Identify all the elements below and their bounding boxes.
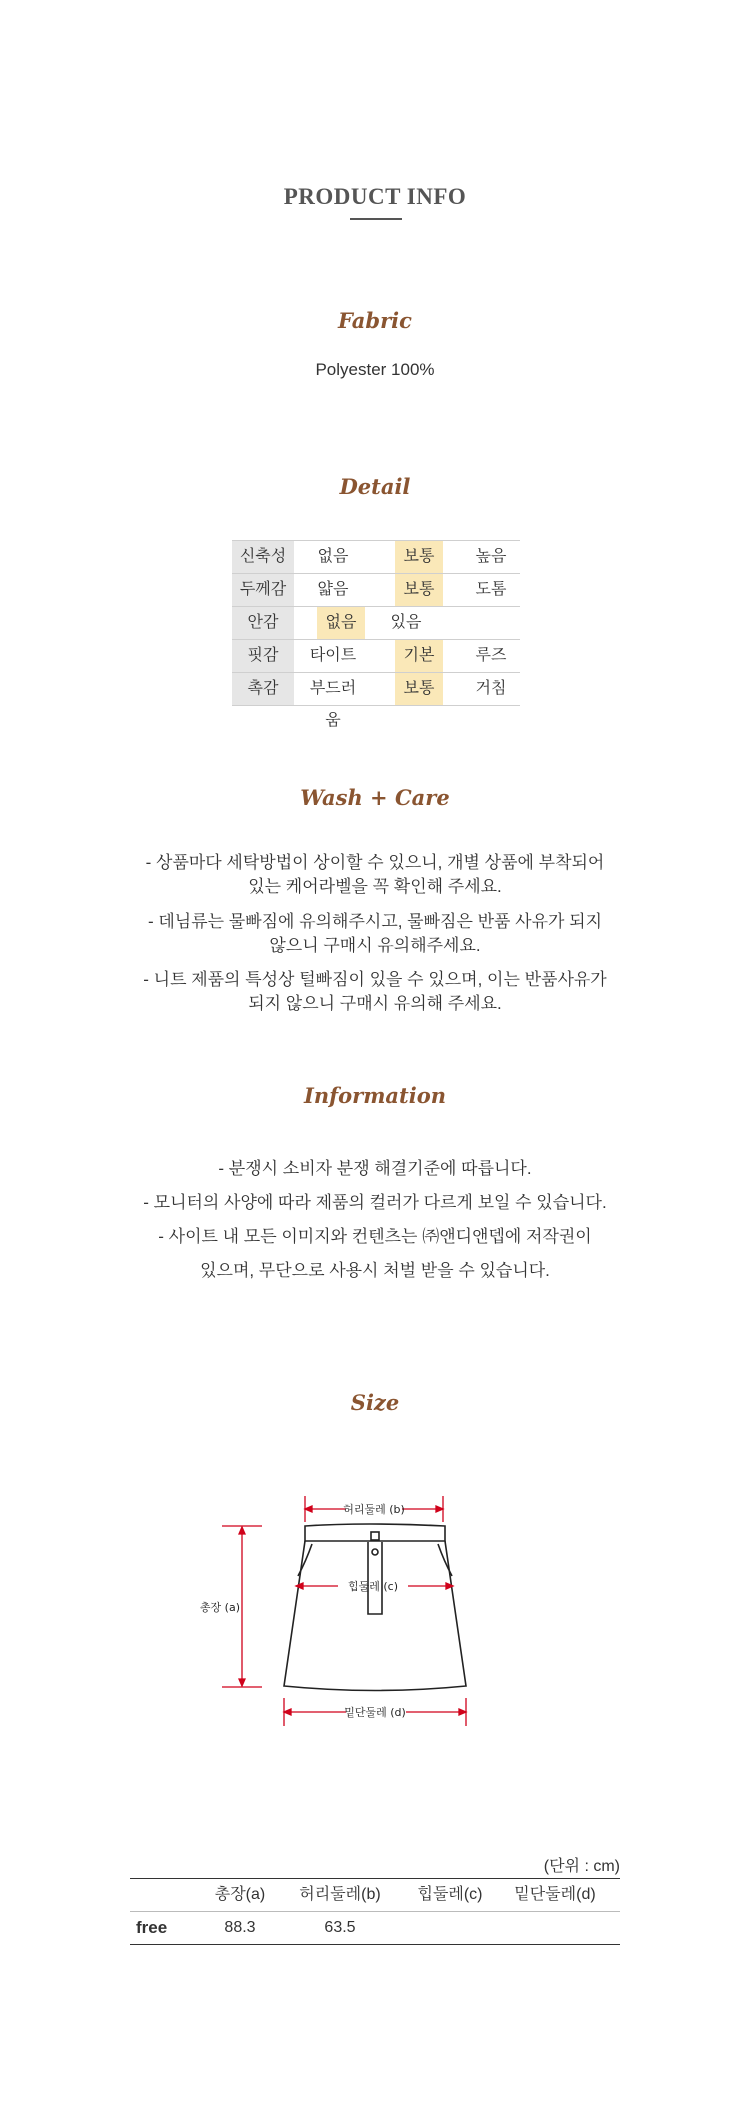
detail-table	[232, 540, 520, 729]
detail-row-fit	[232, 640, 520, 673]
waist-label: 허리둘레 (b)	[343, 1503, 405, 1516]
size-col-header: 허리둘레(b)	[299, 1886, 381, 1903]
size-col-header: 밑단둘레(d)	[514, 1886, 596, 1903]
hem-label: 밑단둘레 (d)	[344, 1706, 406, 1719]
information-line: 있으며, 무단으로 사용시 처벌 받을 수 있습니다.	[200, 1261, 550, 1280]
length-label: 총장 (a)	[199, 1601, 240, 1614]
size-row-label: free	[136, 1918, 168, 1937]
skirt-diagram	[199, 1486, 540, 1786]
detail-label: 안감	[232, 607, 294, 639]
size-value: 63.5	[324, 1919, 356, 1936]
detail-option: 없음	[317, 548, 349, 565]
information-line: - 모니터의 사양에 따라 제품의 컬러가 다르게 보일 수 있습니다.	[143, 1193, 607, 1212]
information-line: - 분쟁시 소비자 분쟁 해결기준에 따릅니다.	[218, 1159, 532, 1178]
size-col-header: 총장(a)	[214, 1886, 266, 1903]
detail-label: 두께감	[232, 574, 294, 606]
detail-option-selected: 보통	[395, 673, 443, 705]
wash-line: 있는 케어라벨을 꼭 확인해 주세요.	[248, 877, 502, 896]
size-table-row	[130, 1912, 620, 1945]
detail-row-lining	[232, 607, 520, 640]
fabric-title: Fabric	[338, 308, 412, 333]
detail-option: 거침	[475, 680, 507, 697]
information-line: - 사이트 내 모든 이미지와 컨텐츠는 ㈜앤디앤뎁에 저작권이	[158, 1227, 592, 1246]
wash-line: - 니트 제품의 특성상 털빠짐이 있을 수 있으며, 이는 반품사유가	[143, 970, 607, 989]
detail-row-thickness	[232, 574, 520, 607]
detail-option: 얇음	[317, 581, 349, 598]
detail-option-selected: 없음	[317, 607, 365, 639]
wash-line: 되지 않으니 구매시 유의해 주세요.	[248, 994, 502, 1013]
detail-row-touch	[232, 673, 520, 729]
detail-label: 촉감	[232, 673, 294, 705]
detail-title: Detail	[339, 474, 411, 499]
detail-label: 신축성	[232, 541, 294, 573]
detail-option: 타이트	[309, 647, 357, 664]
hip-label: 힙둘레 (c)	[347, 1580, 399, 1593]
size-table-header	[130, 1878, 620, 1912]
detail-option-selected: 기본	[395, 640, 443, 672]
wash-care-item	[0, 851, 750, 899]
information-title: Information	[304, 1083, 446, 1108]
size-col-header: 힙둘레(c)	[417, 1886, 483, 1903]
wash-care-item	[0, 968, 750, 1016]
wash-line: 않으니 구매시 유의해주세요.	[269, 936, 481, 955]
size-value	[490, 1912, 620, 1944]
size-title: Size	[350, 1390, 400, 1415]
detail-option-selected: 보통	[395, 574, 443, 606]
detail-option: 높음	[475, 548, 507, 565]
detail-option: 부드러움	[309, 680, 357, 729]
size-table	[130, 1878, 620, 1945]
wash-line: - 상품마다 세탁방법이 상이할 수 있으니, 개별 상품에 부착되어	[145, 853, 605, 872]
wash-care-item	[0, 910, 750, 958]
detail-option-selected: 보통	[395, 541, 443, 573]
size-unit: (단위 : cm)	[543, 1858, 620, 1875]
detail-row-stretch	[232, 540, 520, 574]
detail-label: 핏감	[232, 640, 294, 672]
fabric-text: Polyester 100%	[315, 360, 435, 379]
page-title: PRODUCT INFO	[283, 184, 467, 209]
detail-option: 도톰	[475, 581, 507, 598]
detail-option: 루즈	[475, 647, 507, 664]
detail-option: 있음	[390, 614, 422, 631]
size-value: 88.3	[224, 1919, 256, 1936]
size-value	[395, 1912, 505, 1944]
wash-care-title: Wash + Care	[300, 785, 450, 810]
title-underline	[350, 218, 402, 220]
wash-line: - 데님류는 물빠짐에 유의해주시고, 물빠짐은 반품 사유가 되지	[148, 912, 602, 931]
skirt-outline	[284, 1524, 466, 1691]
